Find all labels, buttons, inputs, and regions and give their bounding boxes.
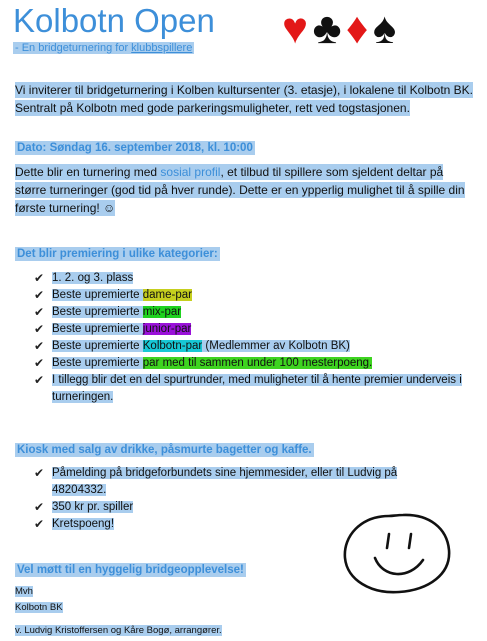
card-suits (282, 6, 396, 52)
check-icon: ✔ (34, 356, 45, 370)
desc-post: , et tilbud til spillere som sjeldent deltar på større turneringer (god tid på hver runde). Dette er en ypperlig mulighet til å spille din første turnering! ☺ (15, 165, 465, 215)
date-line: Dato: Søndag 16. september 2018, kl. 10:00 (17, 142, 253, 154)
signature-names: v. Ludvig Kristoffersen og Kåre Bogø, arrangører. (15, 625, 222, 636)
closing-line: Vel møtt til en hyggelig bridgeopplevelse! (17, 564, 244, 576)
signature-greeting: Mvh (15, 586, 33, 597)
check-icon: ✔ (34, 466, 45, 480)
kiosk-heading: Kiosk med salg av drikke, påsmurte bagetter og kaffe. (17, 444, 312, 456)
subtitle (13, 42, 194, 54)
check-icon: ✔ (34, 373, 45, 387)
list-item: ✔ Kretspoeng! (34, 517, 115, 531)
desc-emphasis: sosial profil (160, 165, 221, 179)
list-item: ✔ Beste upremierte par med til sammen under 100 mesterpoeng. (34, 356, 373, 370)
check-icon: ✔ (34, 288, 45, 302)
list-item: ✔ Påmelding på bridgeforbundets sine hjemmesider, eller til Ludvig på 48204332. (34, 466, 398, 496)
subtitle-prefix: - En bridgeturnering for (15, 42, 132, 54)
prizes-list (34, 270, 464, 406)
spade-icon: ♠ (372, 4, 397, 53)
heart-icon: ♥ (282, 4, 309, 53)
list-item: ✔ I tillegg blir det en del spurtrunder, med muligheter til å hente premier underveis i turneringen. (34, 373, 462, 403)
check-icon: ✔ (34, 500, 45, 514)
club-icon: ♣ (312, 4, 342, 53)
intro-paragraph (15, 81, 477, 117)
list-item: ✔ Beste upremierte junior-par (34, 322, 192, 336)
list-item: ✔ 350 kr pr. spiller (34, 500, 134, 514)
check-icon: ✔ (34, 517, 45, 531)
list-item: ✔ 1. 2. og 3. plass (34, 271, 134, 285)
check-icon: ✔ (34, 271, 45, 285)
description-paragraph (15, 163, 477, 217)
smiley-icon (337, 510, 457, 596)
desc-pre: Dette blir en turnering med (15, 165, 161, 179)
list-item: ✔ Beste upremierte Kolbotn-par (Medlemmer av Kolbotn BK) (34, 339, 350, 353)
check-icon: ✔ (34, 339, 45, 353)
diamond-icon: ♦ (345, 4, 369, 53)
subtitle-link[interactable]: klubbspillere (131, 42, 193, 54)
signature-club: Kolbotn BK (15, 602, 63, 613)
list-item: ✔ Beste upremierte mix-par (34, 305, 182, 319)
check-icon: ✔ (34, 322, 45, 336)
intro-text: Vi inviterer til bridgeturnering i Kolben kultursenter (3. etasje), i lokalene til Kolbotn BK. Sentralt på Kolbotn med gode parkeringsmuligheter, rett ved togstasjonen. (15, 83, 474, 115)
page-title: Kolbotn Open (13, 2, 215, 39)
prizes-heading: Det blir premiering i ulike kategorier: (17, 248, 218, 260)
check-icon: ✔ (34, 305, 45, 319)
list-item: ✔ Beste upremierte dame-par (34, 288, 192, 302)
